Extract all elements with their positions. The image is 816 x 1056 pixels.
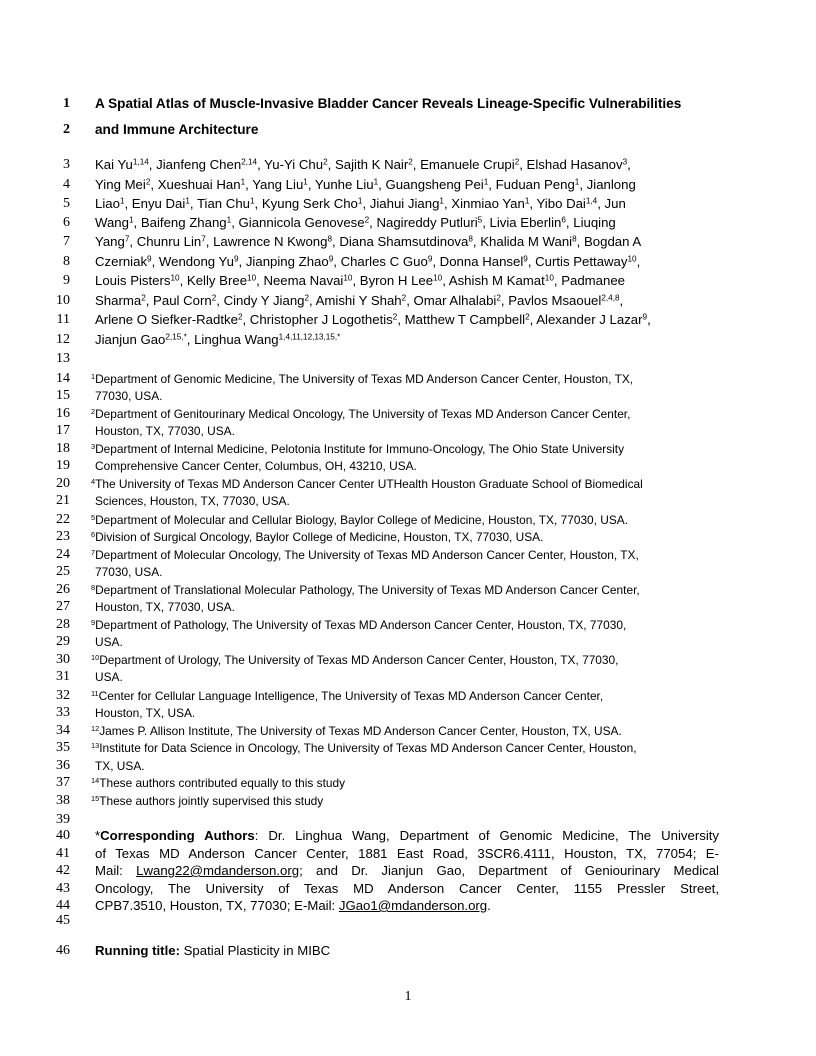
line-number: 6 [63, 215, 70, 230]
author-name: , Enyu Dai [124, 196, 186, 211]
affiliation-marker: 2 [304, 293, 310, 303]
affiliation [91, 739, 637, 757]
affiliation-marker: 1 [574, 177, 580, 187]
line-number: 8 [63, 254, 70, 269]
author-name: , Omar Alhalabi [406, 293, 497, 308]
line-number: 34 [56, 723, 70, 738]
line-number: 28 [56, 617, 70, 632]
correspondence-line [0, 880, 816, 898]
line-number: 25 [56, 564, 70, 579]
affiliation-text: Department of Molecular Oncology, The University of Texas MD Anderson Cancer Center, Houston, TX, [95, 548, 639, 562]
affiliation-number: 2 [91, 406, 96, 416]
affiliation-line [0, 651, 816, 669]
affiliation-text: Department of Internal Medicine, Pelotonia Institute for Immuno-Oncology, The Ohio State University [95, 442, 625, 456]
line-number: 9 [63, 273, 70, 288]
author-name: , Diana Shamsutdinova [332, 234, 469, 249]
affiliation [91, 546, 639, 564]
affiliation-marker: 1,14 [132, 157, 149, 167]
author-name: , [647, 312, 651, 327]
line-number: 17 [56, 423, 70, 438]
author-list [95, 214, 616, 232]
affiliation-line [0, 370, 816, 388]
affiliation [91, 405, 630, 423]
affiliation-line [0, 757, 816, 775]
affiliation-line [0, 687, 816, 705]
affiliation-marker: 1 [357, 196, 363, 206]
line-number: 26 [56, 582, 70, 597]
text-run: Mail: [95, 863, 137, 878]
author-list [95, 156, 631, 174]
line-number: 14 [56, 371, 70, 386]
affiliation-marker: 1 [240, 177, 246, 187]
author-name: , Kelly Bree [179, 273, 248, 288]
affiliation-marker: 2 [392, 312, 398, 322]
affiliation-number: 12 [91, 723, 100, 733]
author-name: , Kyung Serk Cho [254, 196, 358, 211]
text-run: : Dr. Linghua Wang, Department of Genomic Medicine, The University [254, 828, 720, 843]
affiliation-marker: 1 [439, 196, 444, 206]
line-number: 37 [56, 775, 70, 790]
affiliation-line [0, 492, 816, 510]
affiliation-marker: 2 [364, 215, 370, 225]
line-number: 23 [56, 529, 70, 544]
affiliation-text: Department of Translational Molecular Pathology, The University of Texas MD Anderson Cancer Center, [95, 583, 640, 597]
text-run: of Texas MD Anderson Cancer Center, 1881 East Road, 3SCR6.4111, Houston, TX, 77054; E- [95, 846, 719, 861]
affiliation-marker: 8 [327, 234, 332, 244]
author-name: , [636, 254, 641, 269]
author-name: , Giannicola Genovese [231, 215, 365, 230]
author-name: , [619, 293, 624, 308]
affiliation-marker: 2 [496, 293, 501, 303]
author-line [0, 176, 816, 194]
author-line [0, 331, 816, 349]
author-name: , Jianping Zhao [238, 254, 329, 269]
author-line [0, 233, 816, 251]
affiliation-marker: 1 [128, 215, 134, 225]
affiliation-text: Division of Surgical Oncology, Baylor College of Medicine, Houston, TX, 77030, USA. [95, 530, 544, 544]
line-number: 31 [56, 669, 70, 684]
line-number: 24 [56, 547, 70, 562]
author-name: , Guangsheng Pei [378, 177, 484, 192]
line-number: 32 [56, 688, 70, 703]
line-number: 27 [56, 599, 70, 614]
author-name: , Yunhe Liu [307, 177, 374, 192]
affiliation [91, 581, 640, 599]
affiliation-number: 1 [91, 371, 96, 381]
author-name: Liao [95, 196, 120, 211]
author-name: Kai Yu [95, 157, 133, 172]
affiliation-marker: 3 [622, 157, 628, 167]
author-name: , Sajith K Nair [327, 157, 409, 172]
line-number: 41 [56, 846, 70, 861]
author-name: Arlene O Siefker-Radtke [95, 312, 238, 327]
line-number: 2 [63, 122, 70, 137]
author-name: , Linghua Wang [186, 332, 279, 347]
line-number: 10 [56, 293, 70, 308]
line-number: 18 [56, 441, 70, 456]
author-name: , Padmanee [553, 273, 626, 288]
line-number: 36 [56, 758, 70, 773]
author-list [95, 176, 636, 194]
author-list [95, 331, 340, 349]
affiliation-text: These authors contributed equally to this study [99, 776, 346, 790]
correspondence-text [95, 845, 719, 863]
affiliation [91, 722, 622, 740]
author-name: , Bogdan A [576, 234, 642, 249]
affiliation-number: 9 [91, 617, 96, 627]
author-name: , Ashish M Kamat [442, 273, 545, 288]
corresponding-authors-label: Corresponding Authors [100, 828, 255, 843]
author-list [95, 272, 625, 290]
line-number: 33 [56, 705, 70, 720]
line-number: 20 [56, 476, 70, 491]
author-name: , Lawrence N Kwong [205, 234, 328, 249]
affiliation-marker: 10 [544, 273, 554, 283]
correspondence-text [95, 862, 719, 880]
title-line [0, 121, 816, 139]
line-number: 5 [63, 196, 70, 211]
affiliation-number: 8 [91, 582, 96, 592]
text-run: ; and Dr. Jianjun Gao, Department of Geniourinary Medical [299, 863, 719, 878]
affiliation [91, 440, 624, 458]
affiliation-marker: 1 [185, 196, 190, 206]
running-title [95, 942, 330, 960]
author-name: , Pavlos Msaouel [500, 293, 602, 308]
affiliation-marker: 7 [201, 234, 206, 244]
affiliation-marker: 10 [247, 273, 257, 283]
email-link-wang[interactable]: Lwang22@mdanderson.org [136, 863, 300, 878]
author-name: , Yu-Yi Chu [257, 157, 324, 172]
author-name: Louis Pisters [95, 273, 171, 288]
author-name: , Wendong Yu [151, 254, 234, 269]
author-name: Wang [95, 215, 129, 230]
affiliation-text: Institute for Data Science in Oncology, The University of Texas MD Anderson Cancer Center, Houston, [99, 741, 637, 755]
affiliation-text: These authors jointly supervised this study [99, 794, 324, 808]
author-name: , Xueshuai Han [150, 177, 241, 192]
affiliation-number: 10 [91, 652, 100, 662]
line-number: 21 [56, 493, 70, 508]
affiliation-marker: 1,4 [585, 196, 598, 206]
affiliation-marker: 5 [477, 215, 483, 225]
affiliation-line [0, 774, 816, 792]
line-number: 39 [56, 812, 70, 827]
line-number: 43 [56, 881, 70, 896]
affiliation-text: Center for Cellular Language Intelligence, The University of Texas MD Anderson Cancer Center, [98, 689, 604, 703]
affiliation-text: Department of Genitourinary Medical Oncology, The University of Texas MD Anderson Cancer Center, [95, 407, 631, 421]
affiliation [91, 511, 628, 529]
author-name: , Paul Corn [145, 293, 212, 308]
affiliation-line [0, 704, 816, 722]
affiliation-line [0, 792, 816, 810]
blank-line [0, 350, 816, 368]
line-number: 19 [56, 458, 70, 473]
affiliation-marker: 1 [483, 177, 489, 187]
line-number: 1 [63, 96, 70, 111]
affiliation-marker: 10 [433, 273, 443, 283]
line-number: 38 [56, 793, 70, 808]
affiliation-continued: USA. [95, 670, 123, 684]
paper-title: A Spatial Atlas of Muscle-Invasive Bladder Cancer Reveals Lineage-Specific Vulnerabilities [95, 96, 682, 111]
author-name: , Chunru Lin [129, 234, 202, 249]
affiliation-number: 11 [91, 688, 99, 698]
author-name: Czerniak [95, 254, 148, 269]
running-title-value: Spatial Plasticity in MIBC [179, 943, 331, 958]
affiliation-text: The University of Texas MD Anderson Cancer Center UTHealth Houston Graduate School of Biomedical [95, 477, 643, 491]
affiliation-line [0, 563, 816, 581]
author-list [95, 311, 651, 329]
line-number: 45 [56, 913, 70, 928]
affiliation [91, 687, 603, 705]
affiliation-continued: Sciences, Houston, TX, 77030, USA. [95, 494, 290, 508]
correspondence-text [95, 827, 719, 845]
affiliation-line [0, 387, 816, 405]
running-title-label: Running title: [95, 943, 180, 958]
author-name: , Alexander J Lazar [529, 312, 643, 327]
email-link-gao[interactable]: JGao1@mdanderson.org [338, 898, 488, 913]
author-line [0, 195, 816, 213]
affiliation-text: James P. Allison Institute, The University of Texas MD Anderson Cancer Center, Houston, TX, USA. [99, 724, 622, 738]
line-number: 29 [56, 634, 70, 649]
paper-title: and Immune Architecture [95, 122, 259, 137]
affiliation-number: 6 [91, 529, 96, 539]
affiliation-number: 13 [91, 740, 100, 750]
affiliation-marker: 6 [561, 215, 566, 225]
author-name: , Curtis Pettaway [527, 254, 628, 269]
affiliation-line [0, 598, 816, 616]
affiliation-number: 4 [91, 476, 96, 486]
affiliation-marker: 10 [627, 254, 637, 264]
affiliation-line [0, 668, 816, 686]
author-list [95, 195, 626, 213]
affiliation-marker: 9 [523, 254, 528, 264]
author-name: , Baifeng Zhang [133, 215, 227, 230]
affiliation-continued: Houston, TX, 77030, USA. [95, 424, 235, 438]
affiliation-marker: 2,15,* [165, 332, 187, 342]
author-line [0, 253, 816, 271]
affiliation-marker: 2 [211, 293, 217, 303]
line-number: 22 [56, 512, 70, 527]
author-line [0, 272, 816, 290]
correspondence-text [95, 880, 719, 898]
affiliation-line [0, 581, 816, 599]
affiliation-marker: 9 [328, 254, 334, 264]
line-number: 16 [56, 406, 70, 421]
title-line [0, 95, 816, 113]
affiliation-line [0, 739, 816, 757]
author-name: , Tian Chu [189, 196, 250, 211]
correspondence-line [0, 862, 816, 880]
text-run: . [487, 898, 491, 913]
affiliation-marker: 1 [249, 196, 255, 206]
affiliation-marker: 2 [145, 177, 151, 187]
affiliation-marker: 8 [572, 234, 577, 244]
affiliation-line [0, 475, 816, 493]
affiliation-line [0, 722, 816, 740]
author-name: , Charles C Guo [333, 254, 428, 269]
author-name: , Emanuele Crupi [412, 157, 515, 172]
affiliation-marker: 2 [401, 293, 407, 303]
affiliation-marker: 1 [524, 196, 530, 206]
affiliation-number: 14 [91, 775, 100, 785]
affiliation [91, 475, 643, 493]
affiliation-marker: 2,14 [241, 157, 258, 167]
author-name: , Fuduan Peng [488, 177, 575, 192]
text-run: Oncology, The University of Texas MD Anderson Cancer Center, 1155 Pressler Street, [95, 881, 719, 896]
affiliation-continued: Houston, TX, 77030, USA. [95, 600, 235, 614]
author-name: , Liuqing [565, 215, 616, 230]
author-list [95, 253, 640, 271]
affiliation-continued: Houston, TX, USA. [95, 706, 196, 720]
affiliation-line [0, 511, 816, 529]
affiliation-marker: 1,4,11,12,13,15,* [278, 332, 341, 342]
author-name: Sharma [95, 293, 142, 308]
page-number: 1 [404, 989, 412, 1004]
author-name: , Yibo Dai [529, 196, 586, 211]
affiliation-continued: USA. [95, 635, 123, 649]
affiliation [91, 528, 543, 546]
affiliation-marker: 1 [303, 177, 308, 187]
affiliation-marker: 2 [525, 312, 530, 322]
affiliation-marker: 1 [226, 215, 232, 225]
affiliation [91, 651, 618, 669]
affiliation-line [0, 422, 816, 440]
author-name: , Byron H Lee [352, 273, 434, 288]
affiliation-line [0, 633, 816, 651]
line-number: 3 [63, 157, 70, 172]
line-number: 42 [56, 863, 70, 878]
author-name: , Yang Liu [245, 177, 304, 192]
affiliation-marker: 9 [427, 254, 433, 264]
affiliation [91, 774, 345, 792]
line-number: 40 [56, 828, 70, 843]
line-number: 44 [56, 898, 70, 913]
affiliation-number: 15 [91, 793, 100, 803]
affiliation [91, 370, 633, 388]
affiliation-marker: 2 [408, 157, 413, 167]
affiliation-marker: 2,4,8 [601, 293, 620, 303]
affiliation-marker: 2 [141, 293, 146, 303]
author-name: , Jianlong [579, 177, 636, 192]
author-name: , Jun [597, 196, 626, 211]
author-line [0, 214, 816, 232]
author-name: , Khalida M Wani [472, 234, 573, 249]
author-list [95, 233, 641, 251]
line-number: 11 [56, 312, 70, 327]
line-number: 4 [63, 177, 70, 192]
affiliation-marker: 1 [373, 177, 379, 187]
affiliation-text: Department of Urology, The University of Texas MD Anderson Cancer Center, Houston, TX, 77030, [99, 653, 619, 667]
line-number: 30 [56, 652, 70, 667]
author-list [95, 292, 623, 310]
affiliation-line [0, 405, 816, 423]
affiliation-line [0, 616, 816, 634]
affiliation-marker: 2 [514, 157, 520, 167]
author-name: , Christopher J Logothetis [242, 312, 393, 327]
affiliation-line [0, 546, 816, 564]
blank-line [0, 912, 816, 930]
author-name: , Elshad Hasanov [519, 157, 623, 172]
author-name: Ying Mei [95, 177, 146, 192]
author-name: , Jianfeng Chen [148, 157, 242, 172]
author-name: , Neema Navai [256, 273, 344, 288]
correspondence-line [0, 827, 816, 845]
author-name: , Jiahui Jiang [362, 196, 440, 211]
affiliation-text: Department of Molecular and Cellular Biology, Baylor College of Medicine, Houston, TX, 77030, USA. [95, 513, 629, 527]
line-number: 46 [56, 943, 70, 958]
affiliation-number: 7 [91, 547, 96, 557]
affiliation-number: 3 [91, 441, 96, 451]
line-number: 7 [63, 234, 70, 249]
affiliation-continued: Comprehensive Cancer Center, Columbus, OH, 43210, USA. [95, 459, 417, 473]
affiliation-marker: 2 [323, 157, 328, 167]
affiliation [91, 616, 626, 634]
author-name: , [627, 157, 631, 172]
affiliation-marker: 8 [468, 234, 473, 244]
author-name: Jianjun Gao [95, 332, 166, 347]
affiliation-marker: 7 [124, 234, 130, 244]
line-number: 15 [56, 388, 70, 403]
line-number: 12 [56, 332, 70, 347]
text-run: CPB7.3510, Houston, TX, 77030; E-Mail: [95, 898, 339, 913]
affiliation-text: Department of Genomic Medicine, The University of Texas MD Anderson Cancer Center, Houston, TX, [95, 372, 634, 386]
author-name: Yang [95, 234, 125, 249]
author-line [0, 292, 816, 310]
affiliation-marker: 2 [237, 312, 243, 322]
affiliation-marker: 9 [642, 312, 648, 322]
running-title-line [0, 942, 816, 960]
affiliation-line [0, 528, 816, 546]
affiliation-marker: 10 [170, 273, 180, 283]
affiliation-marker: 9 [147, 254, 152, 264]
affiliation-marker: 10 [343, 273, 353, 283]
author-line [0, 156, 816, 174]
line-number: 13 [56, 351, 70, 366]
affiliation-continued: 77030, USA. [95, 565, 163, 579]
author-name: , Cindy Y Jiang [216, 293, 305, 308]
line-number: 35 [56, 740, 70, 755]
author-name: , Nagireddy Putluri [369, 215, 478, 230]
affiliation-number: 5 [91, 512, 96, 522]
affiliation-continued: TX, USA. [95, 759, 145, 773]
author-name: , Amishi Y Shah [309, 293, 402, 308]
author-name: , Donna Hansel [432, 254, 524, 269]
affiliation-marker: 9 [233, 254, 239, 264]
affiliation-marker: 1 [119, 196, 125, 206]
author-name: , Livia Eberlin [482, 215, 562, 230]
affiliation-text: Department of Pathology, The University of Texas MD Anderson Cancer Center, Houston, TX, 77030, [95, 618, 627, 632]
affiliation-line [0, 457, 816, 475]
correspondence-line [0, 845, 816, 863]
author-name: , Xinmiao Yan [443, 196, 525, 211]
asterisk: * [95, 828, 101, 843]
affiliation [91, 792, 323, 810]
author-line [0, 311, 816, 329]
affiliation-continued: 77030, USA. [95, 389, 163, 403]
affiliation-line [0, 440, 816, 458]
author-name: , Matthew T Campbell [397, 312, 526, 327]
